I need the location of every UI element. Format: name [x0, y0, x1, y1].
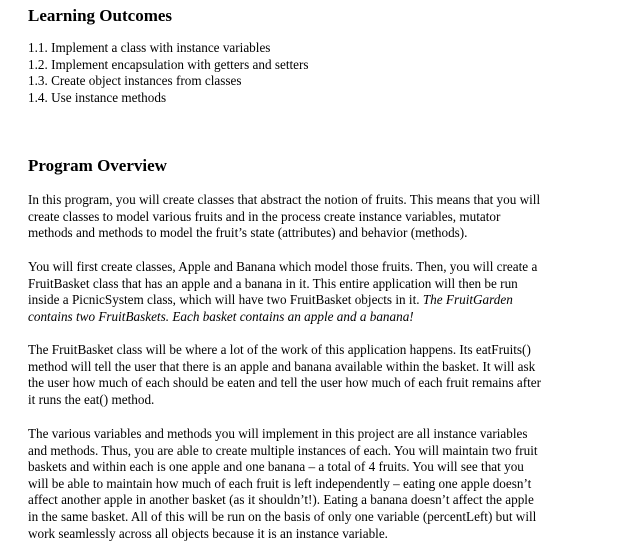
paragraph-line: it runs the eat() method.	[28, 391, 155, 407]
paragraph-line-text: inside a PicnicSystem class, which will have two FruitBasket objects in it.	[28, 292, 423, 308]
outcome-item-2: 1.2. Implement encapsulation with getters and setters	[28, 56, 309, 72]
outcome-item-3: 1.3. Create object instances from classes	[28, 73, 242, 89]
paragraph-line: The various variables and methods you will implement in this project are all instance variables	[28, 426, 528, 441]
paragraph-line: in the same basket. All of this will be run on the basis of only one variable (percentLeft) but will	[28, 508, 537, 524]
paragraph-line: and methods. Thus, you are able to create multiple instances of each. You will maintain two fruit	[28, 442, 538, 458]
paragraph-italic-line: contains two FruitBaskets. Each basket contains an apple and a banana!	[28, 308, 414, 324]
paragraph-line: will be able to maintain how much of each fruit is left independently – eating one apple doesn’t	[28, 475, 532, 491]
outcome-item-1: 1.1. Implement a class with instance variables	[28, 40, 271, 55]
paragraph-line: create classes to model various fruits and in the process create instance variables, mutator	[28, 208, 501, 224]
paragraph-italic-text: The FruitGarden	[422, 292, 513, 308]
outcome-item-4: 1.4. Use instance methods	[28, 89, 167, 105]
paragraph-line: affect another apple in another basket (as it shouldn’t!). Eating a banana doesn’t affect the apple	[28, 492, 534, 508]
paragraph-line-mixed	[28, 292, 608, 309]
learning-outcomes-list	[28, 40, 309, 106]
paragraph-line: the user how much of each should be eaten and tell the user how much of each fruit remains after	[28, 375, 542, 391]
overview-paragraph-1	[28, 192, 608, 242]
paragraph-line: work seamlessly across all objects because it is an instance variable.	[28, 525, 388, 541]
paragraph-line: In this program, you will create classes that abstract the notion of fruits. This means that you will	[28, 192, 541, 207]
overview-paragraph-4	[28, 426, 608, 542]
paragraph-line: FruitBasket class that has an apple and a banana in it. This entire application will then be run	[28, 275, 518, 291]
paragraph-line: method will tell the user that there is an apple and banana available within the basket. It will ask	[28, 358, 536, 374]
overview-paragraph-3	[28, 342, 608, 408]
paragraph-line: baskets and within each is one apple and one banana – a total of 4 fruits. You will see that you	[28, 459, 524, 475]
paragraph-line: You will first create classes, Apple and Banana which model those fruits. Then, you will create a	[28, 259, 538, 274]
overview-paragraph-2	[28, 259, 608, 325]
paragraph-line: The FruitBasket class will be where a lot of the work of this application happens. Its eatFruits()	[28, 342, 531, 357]
paragraph-line: methods and methods to model the fruit’s state (attributes) and behavior (methods).	[28, 225, 468, 241]
program-overview-heading: Program Overview	[28, 156, 167, 175]
learning-outcomes-heading: Learning Outcomes	[28, 6, 173, 25]
